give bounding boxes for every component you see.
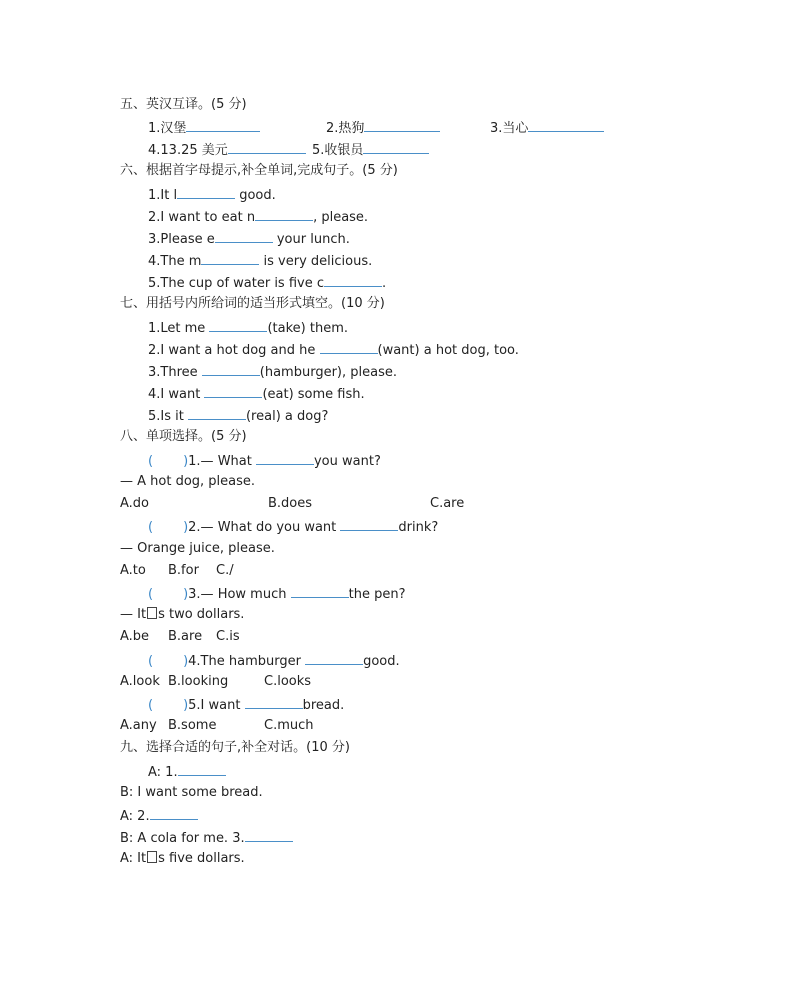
answer-blank[interactable]	[186, 119, 260, 132]
s6-item-3: 3.Please e your lunch.	[148, 232, 350, 247]
s6-item-1: 1.It l good.	[148, 188, 276, 203]
answer-blank[interactable]	[255, 208, 313, 221]
section-8-title: 八、单项选择。(5 分)	[120, 429, 247, 444]
s5-item-3: 3.当心	[490, 119, 604, 137]
section-5-title: 五、英汉互译。(5 分)	[120, 97, 247, 112]
s5-item-5: 5.收银员	[312, 141, 429, 159]
answer-blank[interactable]	[363, 141, 429, 154]
answer-blank[interactable]	[150, 807, 198, 820]
s8-q2-option-c: C./	[216, 563, 234, 578]
s8-q1-option-a: A.do	[120, 496, 150, 511]
s6-item-2: 2.I want to eat n , please.	[148, 210, 369, 225]
s5-item-2: 2.热狗	[326, 119, 440, 137]
answer-blank[interactable]	[245, 829, 293, 842]
s8-q2-option-a: A.to	[120, 563, 146, 578]
answer-blank[interactable]	[324, 274, 382, 287]
s8-question-3: ( )3.— How much the pen?	[148, 587, 406, 602]
s9-line-5: A: It s five dollars.	[120, 851, 245, 866]
s8-question-4: ( )4.The hamburger good.	[148, 654, 400, 669]
s8-q5-option-c: C.much	[264, 718, 314, 733]
answer-blank[interactable]	[364, 119, 440, 132]
s8-q4-option-a: A.look	[120, 674, 160, 689]
s6-item-5: 5.The cup of water is five c .	[148, 276, 387, 291]
answer-blank[interactable]	[305, 652, 363, 665]
s8-q1-option-b: B.does	[268, 496, 313, 511]
s8-q5-option-a: A.any	[120, 718, 157, 733]
answer-blank[interactable]	[177, 186, 235, 199]
s8-q4-option-b: B.looking	[168, 674, 229, 689]
answer-blank[interactable]	[245, 696, 303, 709]
section-9-title: 九、选择合适的句子,补全对话。(10 分)	[120, 740, 350, 755]
answer-blank[interactable]	[256, 452, 314, 465]
s7-item-4: 4.I want (eat) some fish.	[148, 387, 365, 402]
s8-q1-answer: — A hot dog, please.	[120, 474, 256, 489]
section-6-title: 六、根据首字母提示,补全单词,完成句子。(5 分)	[120, 163, 398, 178]
s7-item-5: 5.Is it (real) a dog?	[148, 409, 329, 424]
s8-q1-option-c: C.are	[430, 496, 465, 511]
s8-q2-option-b: B.for	[168, 563, 199, 578]
s8-q5-option-b: B.some	[168, 718, 217, 733]
answer-blank[interactable]	[178, 763, 226, 776]
answer-blank[interactable]	[340, 518, 398, 531]
s9-line-3: A: 2.	[120, 807, 198, 825]
answer-blank[interactable]	[204, 385, 262, 398]
s5-item-4: 4.13.25 美元	[148, 141, 306, 159]
s7-item-3: 3.Three (hamburger), please.	[148, 365, 397, 380]
s7-item-2: 2.I want a hot dog and he (want) a hot dog, too.	[148, 343, 519, 358]
answer-blank[interactable]	[202, 363, 260, 376]
s6-item-4: 4.The m is very delicious.	[148, 254, 373, 269]
s9-line-1: A: 1.	[148, 763, 226, 781]
s8-question-2: ( )2.— What do you want drink?	[148, 520, 439, 535]
s8-question-5: ( )5.I want bread.	[148, 698, 345, 713]
answer-blank[interactable]	[188, 407, 246, 420]
answer-blank[interactable]	[209, 319, 267, 332]
answer-blank[interactable]	[215, 230, 273, 243]
missing-glyph-box	[147, 607, 157, 619]
s7-item-1: 1.Let me (take) them.	[148, 321, 348, 336]
answer-blank[interactable]	[228, 141, 306, 154]
s5-item-1: 1.汉堡	[148, 119, 260, 137]
s9-line-2: B: I want some bread.	[120, 785, 263, 800]
s8-question-1: ( )1.— What you want?	[148, 454, 381, 469]
answer-blank[interactable]	[528, 119, 604, 132]
s8-q3-option-a: A.be	[120, 629, 150, 644]
answer-blank[interactable]	[201, 252, 259, 265]
s8-q2-answer: — Orange juice, please.	[120, 541, 275, 556]
section-7-title: 七、用括号内所给词的适当形式填空。(10 分)	[120, 296, 385, 311]
missing-glyph-box	[147, 851, 157, 863]
s9-line-4: B: A cola for me. 3.	[120, 829, 293, 847]
s8-q3-option-b: B.are	[168, 629, 203, 644]
s8-q3-answer: — It s two dollars.	[120, 607, 245, 622]
s8-q4-option-c: C.looks	[264, 674, 312, 689]
answer-blank[interactable]	[291, 585, 349, 598]
answer-blank[interactable]	[320, 341, 378, 354]
s8-q3-option-c: C.is	[216, 629, 240, 644]
